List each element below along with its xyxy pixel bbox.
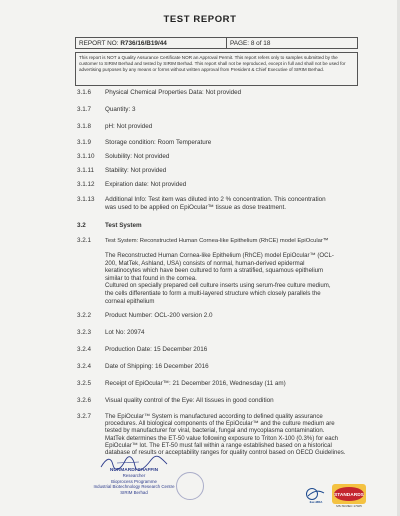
standards-logo-text: STANDARDS xyxy=(334,492,364,498)
item-number: 3.2.2 xyxy=(77,312,92,319)
signature-block xyxy=(79,468,189,495)
quality-assurance-paragraph xyxy=(105,413,360,456)
item-number: 3.1.13 xyxy=(77,196,95,203)
page-number-cell: PAGE: 8 of 18 xyxy=(230,40,271,47)
paragraph-line: keratinocytes which have been cultured to form a stratified, squamous epithelium xyxy=(105,267,324,275)
disclaimer-notice: This report is NOT a Quality Assurance Certificate NOR an Approval Permit. This report refers only to samples submitted by the customer to SIRIM Berhad and tested by SIRIM Berhad. This report shall not be reproduced, except in full and shall not be used for advertising purposes by any means or forms without written approval from President & Chief Executive of SIRIM Berhad. xyxy=(75,52,358,86)
paragraph-line: EpiOcular™ lot. The ET-50 must fall within a range established based on a historical xyxy=(105,441,332,449)
item-number: 3.2.5 xyxy=(77,380,92,387)
item-number: 3.1.7 xyxy=(77,106,92,113)
standards-malaysia-logo xyxy=(332,484,366,504)
section-number: 3.2 xyxy=(77,222,86,229)
ilac-mra-logo xyxy=(305,487,327,501)
item-text: Visual quality control of the Eye: All tissues in good condition xyxy=(105,397,274,404)
item-number: 3.2.6 xyxy=(77,397,92,404)
accreditation-standard: MS ISO/IEC 17025 xyxy=(336,504,362,508)
report-number-cell xyxy=(76,38,227,48)
paragraph-line: procedures. All biological components of the EpiOcular™ and the culture medium are xyxy=(105,420,335,428)
item-number: 3.2.4 xyxy=(77,346,92,353)
item-text: Product Number: OCL-200 version 2.0 xyxy=(105,312,213,319)
item-text: Solubility: Not provided xyxy=(105,153,170,160)
item-line: Additional Info: Test item was diluted into 2 % concentration. This concentration xyxy=(105,196,326,203)
item-text xyxy=(105,196,360,212)
ilac-mra-label: ilac-MRA xyxy=(309,500,323,504)
signatory-department: Bioprocess Programme xyxy=(111,478,157,484)
paragraph-line: the cells differentiate to form a multi-layered structure which closely parallels the xyxy=(105,289,321,297)
item-text: Storage condition: Room Temperature xyxy=(105,139,212,146)
item-text: Physical Chemical Properties Data: Not provided xyxy=(105,89,242,96)
paragraph-line: Cultured on specially prepared cell culture inserts using serum-free culture medium, xyxy=(105,282,331,290)
item-text: Quantity: 3 xyxy=(105,106,136,113)
signatory-organization: SIRIM Berhad xyxy=(120,489,148,495)
item-number: 3.1.10 xyxy=(77,153,95,160)
item-text: pH: Not provided xyxy=(105,123,153,130)
paragraph-line: tested by manufacturer for viral, bacterial, fungal and mycoplasma contamination. xyxy=(105,427,325,435)
paragraph-line: The Reconstructed Human Cornea-like Epithelium (RhCE) model EpiOcular™ (OCL- xyxy=(105,252,334,259)
item-text: Date of Shipping: 16 December 2016 xyxy=(105,363,209,370)
item-number: 3.2.4 xyxy=(77,363,92,370)
item-number: 3.2.1 xyxy=(77,237,92,244)
item-number: 3.1.12 xyxy=(77,181,95,188)
report-number-label: REPORT NO: xyxy=(79,40,121,47)
signatory-centre: Industrial Biotechnology Research Centre xyxy=(93,484,175,490)
item-number: 3.2.7 xyxy=(77,413,92,420)
paragraph-line: database of results or acceptability ranges for quality control based on OECD Guidelines. xyxy=(105,449,346,457)
item-number: 3.1.11 xyxy=(77,167,95,174)
signatory-name: NURMARDI SHAFFIN xyxy=(109,468,159,473)
test-system-description xyxy=(105,252,360,305)
paragraph-line: The EpiOcular™ System is manufactured according to defined quality assurance xyxy=(105,413,323,420)
item-line: was used to be applied on EpiOcular™ tissue as dose treatment. xyxy=(105,204,286,211)
item-text: Expiration date: Not provided xyxy=(105,181,187,188)
item-text: Lot No: 20974 xyxy=(105,329,145,336)
signatory-role: Researcher xyxy=(122,473,146,479)
paragraph-line: 200, MatTek, Ashland, USA) consists of normal, human-derived epidermal xyxy=(105,259,305,267)
item-text: Stability: Not provided xyxy=(105,167,167,174)
paragraph-line: similar to that found in the cornea. xyxy=(105,274,197,282)
item-number: 3.1.8 xyxy=(77,123,92,130)
paragraph-line: MatTek determines the ET-50 value following exposure to Triton X-100 (0.3%) for each xyxy=(105,434,339,442)
item-number: 3.1.9 xyxy=(77,139,92,146)
report-title: TEST REPORT xyxy=(163,14,237,25)
item-number: 3.1.6 xyxy=(77,89,92,96)
section-title: Test System xyxy=(105,222,142,229)
report-header-table xyxy=(75,37,358,49)
item-text: Test System: Reconstructed Human Cornea-like Epithelium (RhCE) model EpiOcular™ xyxy=(105,238,329,244)
item-text: Receipt of EpiOcular™: 21 December 2016, Wednesday (11 am) xyxy=(105,380,286,387)
paragraph-line: corneal epithelium xyxy=(105,297,155,305)
item-text: Production Date: 15 December 2016 xyxy=(105,346,208,353)
item-number: 3.2.3 xyxy=(77,329,92,336)
report-number: R736/16/B19/44 xyxy=(120,40,167,47)
